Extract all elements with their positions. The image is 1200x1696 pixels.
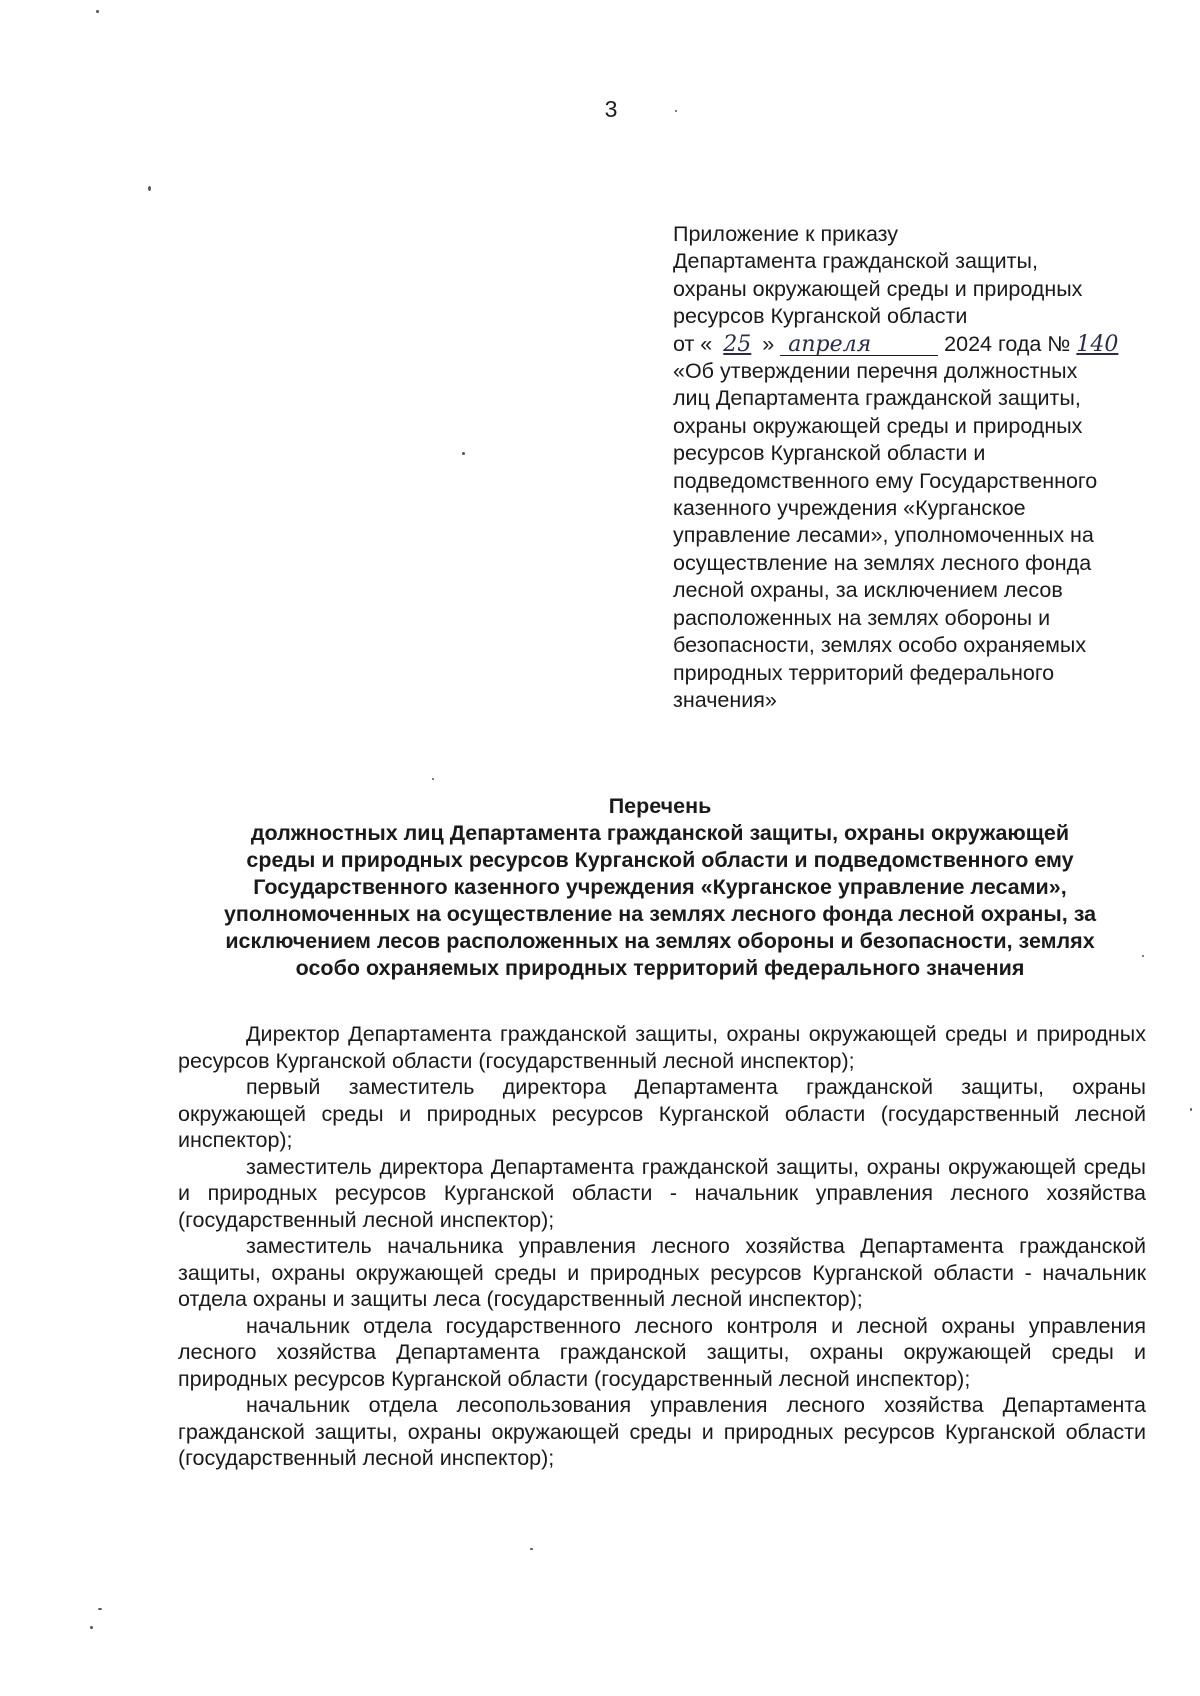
appendix-subject-line: лесной охраны, за исключением лесов [673, 578, 1063, 603]
position-item: заместитель начальника управления лесного хозяйства Департамента гражданской защиты, охраны окружающей среды и природных ресурсов Курганской области - начальник отдела охраны и защиты леса (государственный лесной инспектор); [178, 1234, 1146, 1311]
scan-speck [96, 10, 99, 13]
positions-list [178, 1021, 1146, 1472]
appendix-subject-line: «Об утверждении перечня должностных [673, 359, 1078, 384]
appendix-subject-line: безопасности, землях особо охраняемых [673, 633, 1087, 658]
handwritten-order-number: 140 [1076, 331, 1119, 357]
title-line: Государственного казенного учреждения «Курганское управление лесами», [253, 875, 1067, 899]
position-item: Директор Департамента гражданской защиты, охраны окружающей среды и природных ресурсов Курганской области (государственный лесной инспектор); [178, 1022, 1146, 1073]
scan-speck [432, 778, 434, 780]
position-item: начальник отдела государственного лесного контроля и лесной охраны управления лесного хозяйства Департамента гражданской защиты, охраны окружающей среды и природных ресурсов Курганской области (государственный лесной инспектор); [178, 1313, 1146, 1391]
date-prefix: от « [673, 331, 713, 356]
scan-speck [1190, 1108, 1192, 1111]
handwritten-day: 25 [723, 331, 752, 357]
appendix-line: Департамента гражданской защиты, [673, 249, 1038, 274]
position-item: заместитель директора Департамента гражданской защиты, охраны окружающей среды и природных ресурсов Курганской области - начальник управления лесного хозяйства (государственный лесной инспектор); [178, 1154, 1146, 1232]
appendix-subject-line: подведомственного ему Государственного [673, 468, 1098, 493]
title-line: особо охраняемых природных территорий федерального значения [295, 956, 1025, 980]
scan-speck [530, 1548, 533, 1550]
date-mid: » [762, 331, 781, 356]
appendix-subject-line: казенного учреждения «Курганское [673, 496, 1026, 521]
handwritten-month: апреля [780, 335, 938, 356]
appendix-subject-line: природных территорий федерального [673, 660, 1055, 685]
order-date-line [673, 331, 1143, 358]
appendix-subject-line: управление лесами», уполномоченных на [673, 523, 1094, 548]
appendix-subject-line: охраны окружающей среды и природных [673, 413, 1083, 438]
appendix-subject-line: расположенных на землях обороны и [673, 605, 1051, 630]
appendix-line: ресурсов Курганской области [673, 304, 968, 329]
scan-speck [90, 1626, 93, 1629]
position-item: первый заместитель директора Департамента гражданской защиты, охраны окружающей среды и природных ресурсов Курганской области (государственный лесной инспектор); [178, 1075, 1146, 1152]
scan-speck [462, 452, 465, 455]
appendix-block [673, 221, 1143, 714]
scan-speck [675, 110, 677, 112]
title-line: должностных лиц Департамента гражданской защиты, охраны окружающей [250, 821, 1070, 845]
title-line: уполномоченных на осуществление на землях лесного фонда лесной охраны, за [223, 902, 1097, 926]
title-line: исключением лесов расположенных на землях обороны и безопасности, землях [225, 929, 1095, 953]
appendix-subject-line: лиц Департамента гражданской защиты, [673, 386, 1081, 411]
position-item: начальник отдела лесопользования управления лесного хозяйства Департамента гражданской защиты, охраны окружающей среды и природных ресурсов Курганской области (государственный лесной инспектор); [178, 1393, 1146, 1470]
appendix-line: Приложение к приказу [673, 222, 899, 246]
appendix-subject-line: ресурсов Курганской области и [673, 441, 986, 466]
title-heading: Перечень [608, 794, 712, 818]
title-line: среды и природных ресурсов Курганской области и подведомственного ему [246, 848, 1074, 872]
document-title [170, 793, 1150, 982]
date-suffix: 2024 года № [938, 331, 1077, 356]
appendix-line: охраны окружающей среды и природных [673, 276, 1083, 301]
scan-speck [1142, 955, 1144, 957]
page-number: 3 [604, 96, 618, 122]
scan-speck [98, 1608, 102, 1610]
appendix-subject-line: осуществление на землях лесного фонда [673, 550, 1092, 575]
appendix-subject-line: значения» [673, 687, 777, 712]
scan-speck [148, 186, 151, 191]
